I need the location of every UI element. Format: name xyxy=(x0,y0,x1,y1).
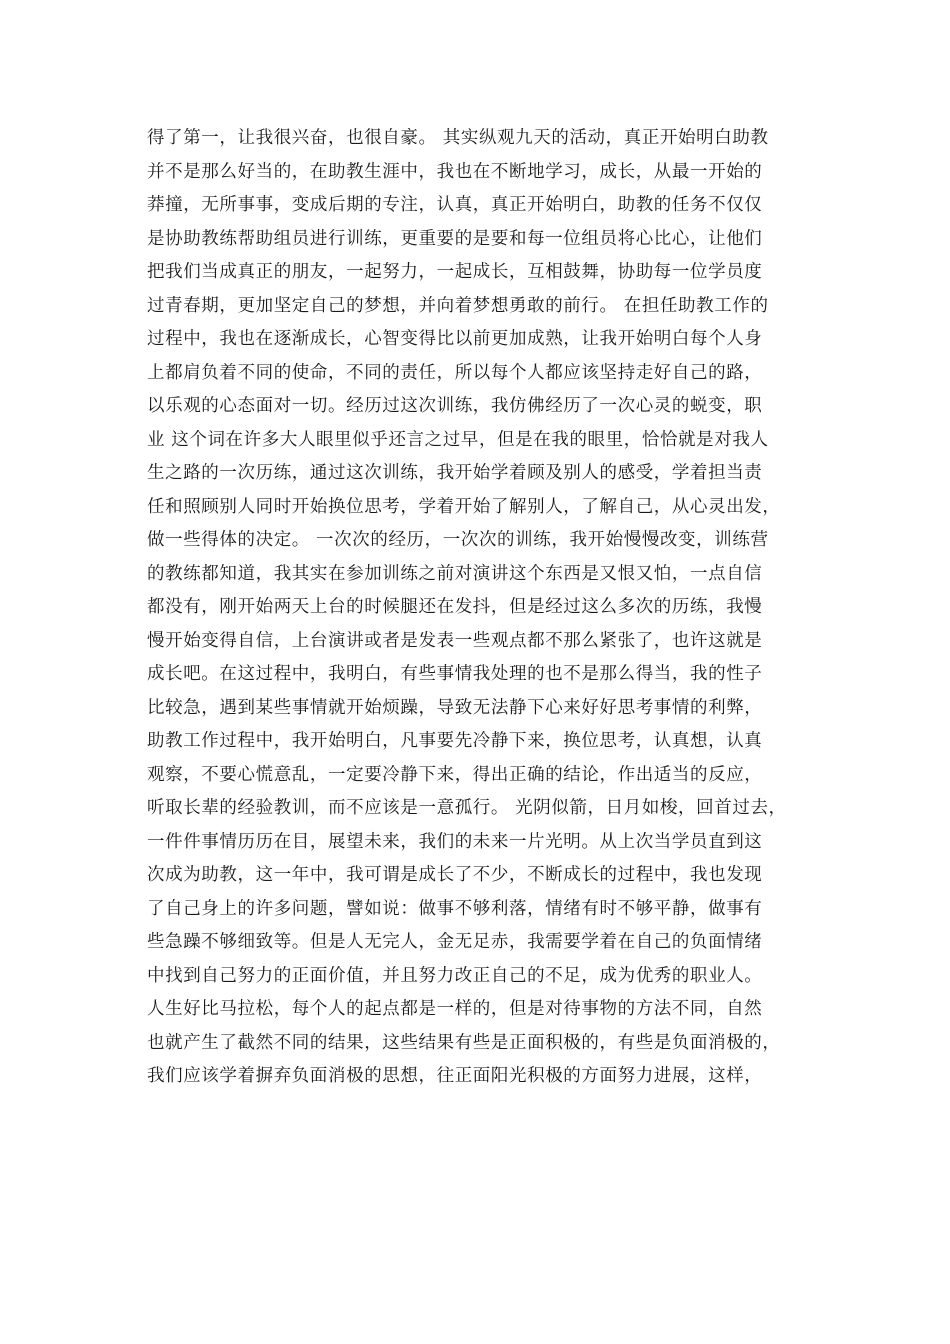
text-line: 也就产生了截然不同的结果，这些结果有些是正面积极的，有些是负面消极的， xyxy=(147,1032,781,1053)
text-line: 人生好比马拉松，每个人的起点都是一样的，但是对待事物的方法不同，自然 xyxy=(147,999,763,1019)
text-line: 慢开始变得自信，上台演讲或者是发表一些观点都不那么紧张了，也许这就是 xyxy=(147,630,763,651)
text-line: 并不是那么好当的，在助教生涯中，我也在不断地学习，成长，从最一开始的 xyxy=(147,161,763,182)
text-line: 任和照顾别人同时开始换位思考，学着开始了解别人，了解自己，从心灵出发， xyxy=(147,496,781,517)
text-line: 得了第一，让我很兴奋，也很自豪。 其实纵观九天的活动，真正开始明白助教 xyxy=(147,128,769,148)
text-line: 的教练都知道，我其实在参加训练之前对演讲这个东西是又恨又怕，一点自信 xyxy=(147,563,763,584)
text-line: 听取长辈的经验教训，而不应该是一意孤行。 光阴似箭，日月如梭，回首过去， xyxy=(147,798,787,818)
text-line: 过青春期，更加坚定自己的梦想，并向着梦想勇敢的前行。 在担任助教工作的 xyxy=(147,295,769,316)
text-line: 助教工作过程中，我开始明白，凡事要先冷静下来，换位思考，认真想，认真 xyxy=(147,731,763,751)
text-line: 以乐观的心态面对一切。经历过这次训练，我仿佛经历了一次心灵的蜕变，职 xyxy=(147,396,763,416)
text-line: 了自己身上的许多问题，譬如说：做事不够利落，情绪有时不够平静，做事有 xyxy=(147,898,763,919)
text-line: 做一些得体的决定。 一次次的经历，一次次的训练，我开始慢慢改变，训练营 xyxy=(147,530,769,550)
text-line: 一件件事情历历在目，展望未来，我们的未来一片光明。从上次当学员直到这 xyxy=(147,831,763,852)
text-line: 业 这个词在许多大人眼里似乎还言之过早，但是在我的眼里，恰恰就是对我人 xyxy=(147,429,769,450)
text-line: 成长吧。在这过程中，我明白，有些事情我处理的也不是那么得当，我的性子 xyxy=(147,664,763,684)
body-text xyxy=(147,122,827,1094)
text-line: 次成为助教，这一年中，我可谓是成长了不少，不断成长的过程中，我也发现 xyxy=(147,865,763,885)
text-line: 些急躁不够细致等。但是人无完人，金无足赤，我需要学着在自己的负面情绪 xyxy=(147,932,763,952)
text-line: 观察，不要心慌意乱，一定要冷静下来，得出正确的结论，作出适当的反应， xyxy=(147,764,763,785)
text-line: 莽撞，无所事事，变成后期的专注，认真，真正开始明白，助教的任务不仅仅 xyxy=(147,195,763,215)
text-line: 比较急，遇到某些事情就开始烦躁，导致无法静下心来好好思考事情的利弊， xyxy=(147,697,763,718)
text-line: 上都肩负着不同的使命，不同的责任，所以每个人都应该坚持走好自己的路， xyxy=(147,362,763,383)
text-line: 生之路的一次历练，通过这次训练，我开始学着顾及别人的感受，学着担当责 xyxy=(147,463,763,483)
text-line: 把我们当成真正的朋友，一起努力，一起成长，互相鼓舞，协助每一位学员度 xyxy=(147,262,763,282)
text-line: 中找到自己努力的正面价值，并且努力改正自己的不足，成为优秀的职业人。 xyxy=(147,965,763,986)
text-line: 过程中，我也在逐渐成长，心智变得比以前更加成熟，让我开始明白每个人身 xyxy=(147,329,763,349)
text-line: 我们应该学着摒弃负面消极的思想，往正面阳光积极的方面努力进展，这样， xyxy=(147,1066,763,1086)
text-line: 是协助教练帮助组员进行训练，更重要的是要和每一位组员将心比心，让他们 xyxy=(147,228,763,249)
text-line: 都没有，刚开始两天上台的时候腿还在发抖，但是经过这么多次的历练，我慢 xyxy=(147,597,763,617)
